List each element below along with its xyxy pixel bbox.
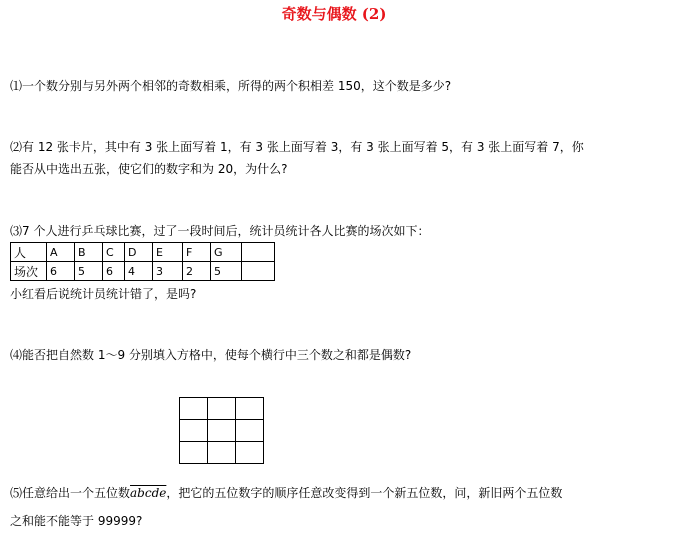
grid-cell: [180, 398, 208, 420]
table-cell: 3: [153, 262, 183, 281]
table-cell: E: [153, 243, 183, 262]
grid-cell: [236, 420, 264, 442]
five-digit-number: abcde: [130, 486, 167, 500]
question-1: ⑴一个数分别与另外两个相邻的奇数相乘，所得的两个积相差 150，这个数是多少?: [10, 79, 452, 93]
page-title: 奇数与偶数 (2): [281, 5, 387, 23]
question-5-line-2: 之和能不能等于 99999?: [10, 514, 143, 528]
question-5-line-1: [10, 485, 562, 501]
table-cell: B: [75, 243, 103, 262]
table-cell: [242, 243, 275, 262]
grid-cell: [180, 420, 208, 442]
table-row: [11, 262, 275, 281]
table-cell: 场次: [11, 262, 47, 281]
question-3-followup: 小红看后说统计员统计错了，是吗?: [10, 287, 197, 301]
table-cell: 5: [75, 262, 103, 281]
table-cell: 5: [211, 262, 242, 281]
question-3-intro: ⑶7 个人进行乒乓球比赛，过了一段时间后，统计员统计各人比赛的场次如下：: [10, 224, 430, 238]
match-count-table: [10, 242, 275, 281]
table-cell: A: [47, 243, 75, 262]
table-cell: 4: [125, 262, 153, 281]
question-5-suffix: ，把它的五位数字的顺序任意改变得到一个新五位数，问，新旧两个五位数: [166, 486, 563, 500]
table-cell: 6: [103, 262, 125, 281]
table-cell: 6: [47, 262, 75, 281]
question-2-line-2: 能否从中选出五张，使它们的数字和为 20，为什么?: [10, 162, 288, 176]
question-4: ⑷能否把自然数 1～9 分别填入方格中，使每个横行中三个数之和都是偶数?: [10, 348, 412, 362]
grid-cell: [236, 398, 264, 420]
grid-cell: [208, 420, 236, 442]
grid-cell: [236, 442, 264, 464]
table-cell: 2: [183, 262, 211, 281]
table-cell: [242, 262, 275, 281]
table-cell: F: [183, 243, 211, 262]
question-5-prefix: ⑸任意给出一个五位数: [10, 486, 131, 500]
number-grid-3x3: [179, 397, 264, 464]
grid-cell: [180, 442, 208, 464]
table-cell: G: [211, 243, 242, 262]
table-row: [11, 243, 275, 262]
grid-cell: [208, 442, 236, 464]
question-2-line-1: ⑵有 12 张卡片，其中有 3 张上面写着 1，有 3 张上面写着 3，有 3 张上面写着 5，有 3 张上面写着 7，你: [10, 140, 584, 154]
grid-cell: [208, 398, 236, 420]
table-cell: D: [125, 243, 153, 262]
table-cell: C: [103, 243, 125, 262]
table-cell: 人: [11, 243, 47, 262]
